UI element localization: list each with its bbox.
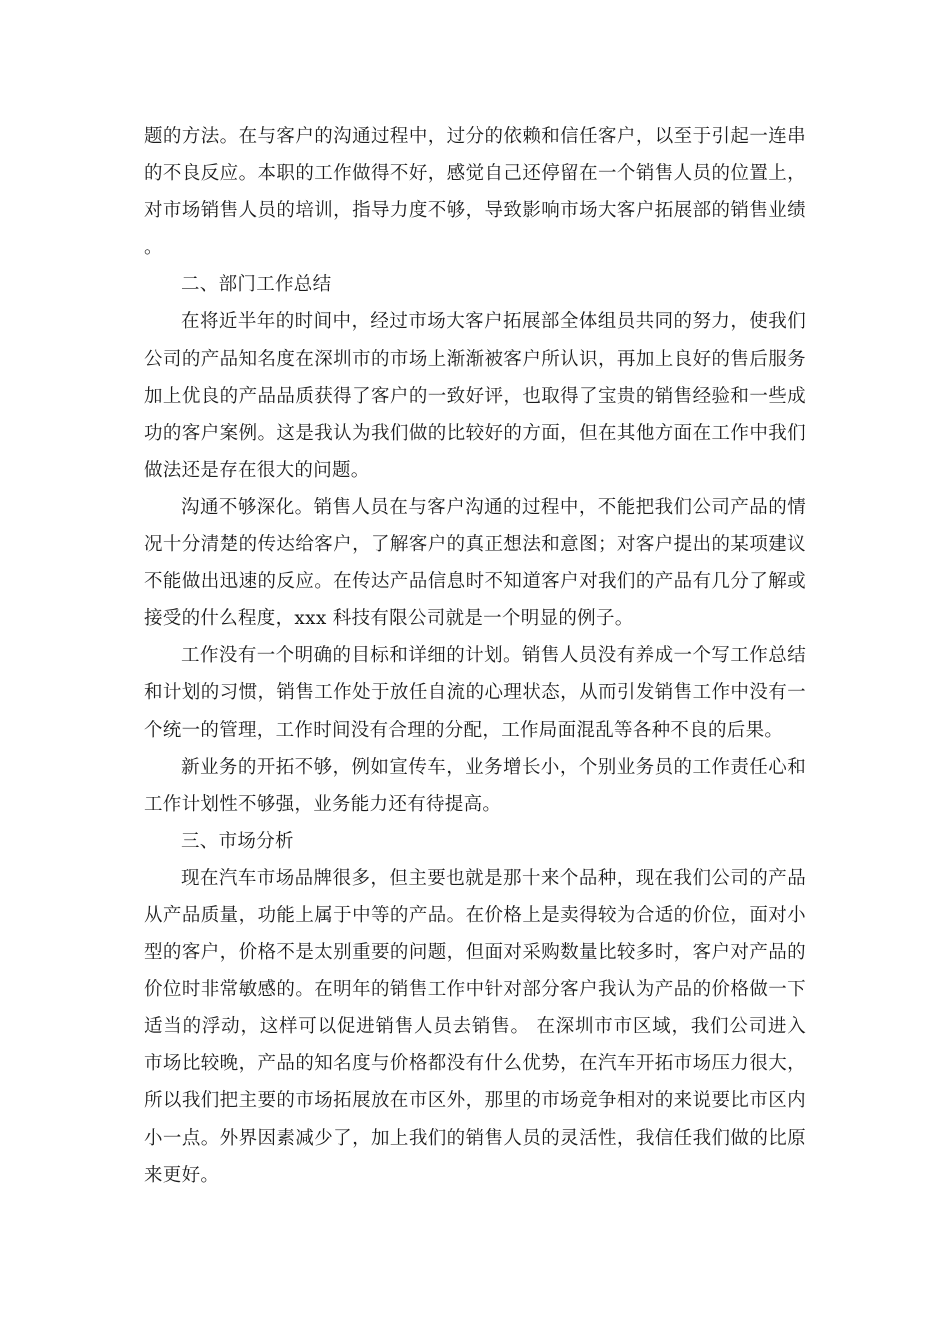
- paragraph-communication-issues: 沟通不够深化。销售人员在与客户沟通的过程中，不能把我们公司产品的情况十分清楚的传达给客户，了解客户的真正想法和意图；对客户提出的某项建议不能做出迅速的反应。在传达产品信息时不知道客户对我们的产品有几分了解或接受的什么程度，xxx 科技有限公司就是一个明显的例子。: [144, 496, 806, 630]
- paragraph-new-business: 新业务的开拓不够，例如宣传车，业务增长小，个别业务员的工作责任心和工作计划性不够强，业务能力还有待提高。: [144, 756, 806, 815]
- paragraph-continuation: 题的方法。在与客户的沟通过程中，过分的依赖和信任客户，以至于引起一连串的不良反应。本职的工作做得不好，感觉自己还停留在一个销售人员的位置上，对市场销售人员的培训，指导力度不够，导致影响市场大客户拓展部的销售业绩。: [144, 126, 806, 259]
- document-body: [144, 118, 806, 1194]
- paragraph-planning-issues: 工作没有一个明确的目标和详细的计划。销售人员没有养成一个写工作总结和计划的习惯，销售工作处于放任自流的心理状态，从而引发销售工作中没有一个统一的管理，工作时间没有合理的分配，工作局面混乱等各种不良的后果。: [144, 645, 806, 741]
- paragraph-department-achievements: 在将近半年的时间中，经过市场大客户拓展部全体组员共同的努力，使我们公司的产品知名度在深圳市的市场上渐渐被客户所认识，再加上良好的售后服务加上优良的产品品质获得了客户的一致好评，也取得了宝贵的销售经验和一些成功的客户案例。这是我认为我们做的比较好的方面，但在其他方面在工作中我们做法还是存在很大的问题。: [144, 311, 806, 481]
- section-heading-market-analysis: 三、市场分析: [181, 830, 294, 852]
- section-heading-department-summary: 二、部门工作总结: [181, 274, 332, 296]
- paragraph-market-analysis: 现在汽车市场品牌很多，但主要也就是那十来个品种，现在我们公司的产品从产品质量，功能上属于中等的产品。在价格上是卖得较为合适的价位，面对小型的客户，价格不是太别重要的问题，但面对采购数量比较多时，客户对产品的价位时非常敏感的。在明年的销售工作中针对部分客户我认为产品的价格做一下适当的浮动，这样可以促进销售人员去销售。 在深圳市市区域，我们公司进入市场比较晚，产品的知名度与价格都没有什么优势，在汽车开拓市场压力很大，所以我们把主要的市场拓展放在市区外，那里的市场竞争相对的来说要比市区内小一点。外界因素减少了，加上我们的销售人员的灵活性，我信任我们做的比原来更好。: [144, 867, 806, 1186]
